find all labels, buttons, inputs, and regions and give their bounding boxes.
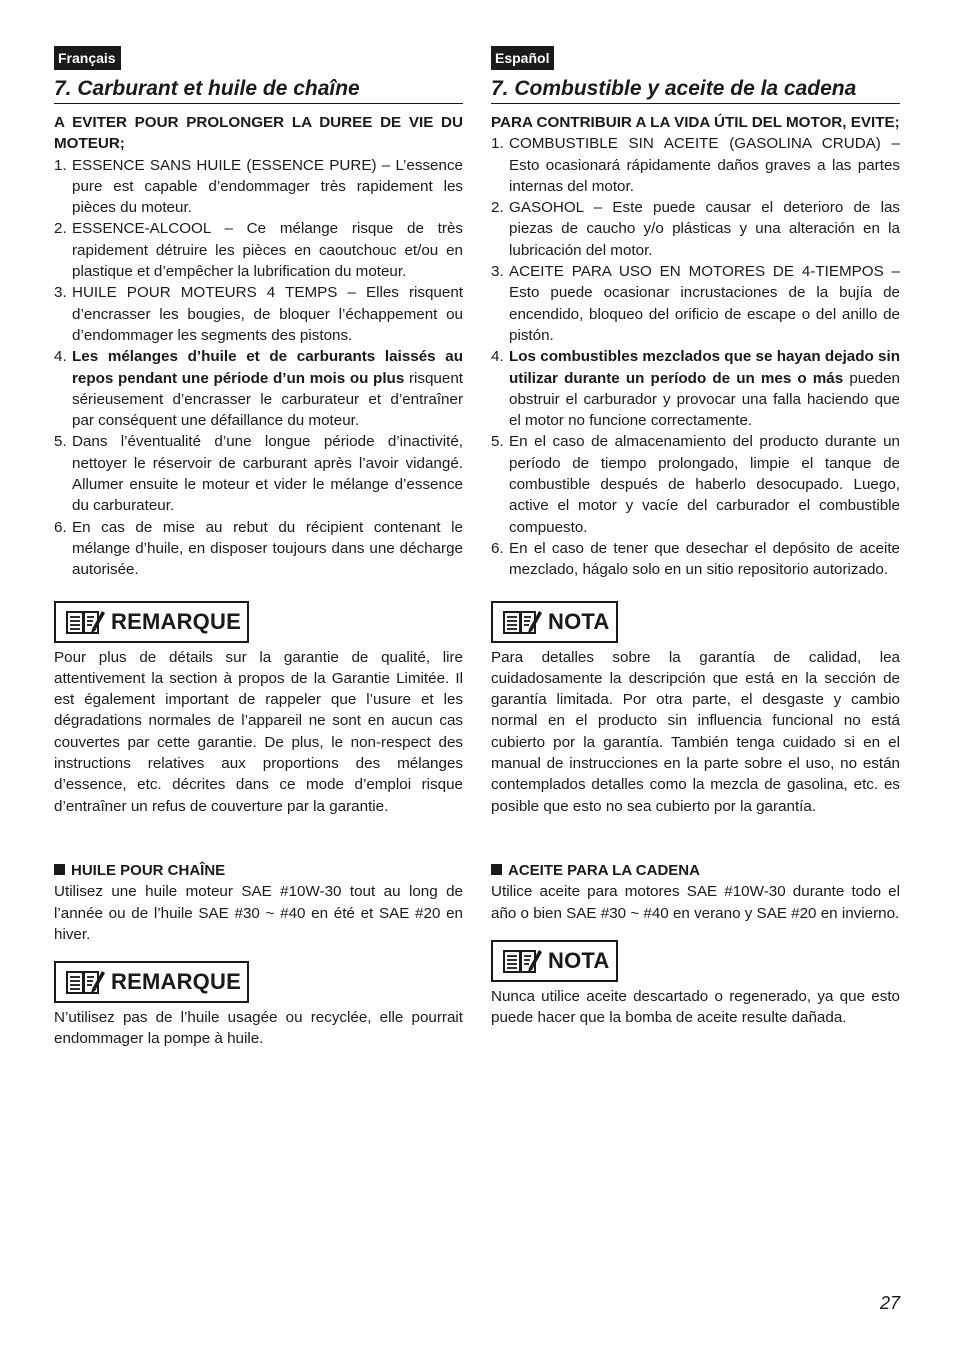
item-number: 4. <box>54 348 67 366</box>
note-label: NOTA <box>548 948 610 974</box>
item-bold-text: Los combustibles mezclados que se hayan dejado sin utilizar durante un período de un mes o más <box>509 348 900 387</box>
remark-box <box>54 601 249 643</box>
item-text: En el caso de almacenamiento del producto durante un período de tiempo prolongado, limpie el tanque de combustible después de haberlo desocupado. Luego, active el motor y vacíe del carburador el combustible compuesto. <box>509 433 900 536</box>
item-text: En cas de mise au rebut du récipient contenant le mélange d’huile, en disposer toujours dans une décharge autorisée. <box>72 518 463 579</box>
language-tab: Español <box>491 46 554 70</box>
remark-box <box>54 961 249 1003</box>
item-number: 1. <box>491 135 504 153</box>
remark-label: REMARQUE <box>111 969 241 995</box>
list-item <box>491 133 900 197</box>
french-column <box>54 46 463 1050</box>
note-box <box>491 601 618 643</box>
list-item <box>54 282 463 346</box>
warning-heading: A EVITER POUR PROLONGER LA DUREE DE VIE DU MOTEUR; <box>54 114 463 153</box>
book-pencil-icon <box>502 947 542 975</box>
list-item <box>54 346 463 431</box>
remark-text: Pour plus de détails sur la garantie de qualité, lire attentivement la section à propos de la Garantie Limitée. Il est également important de rappeler que l’usure et les dégradations normales de l’appareil ne sont en aucun cas couvertes par cette garantie. De plus, le non-respect des instructions relatives aux proportions des mélanges d’essence, etc. décrites dans ce mode d’emploi risque d’entraîner un refus de couverture par la garantie. <box>54 648 463 815</box>
remark-text: N’utilisez pas de l’huile usagée ou recyclée, elle pourrait endommager la pompe à huile. <box>54 1009 463 1048</box>
item-text: ESSENCE SANS HUILE (ESSENCE PURE) – L’essence pure est capable d’endommager très rapidement les pièces du moteur. <box>72 156 463 217</box>
chain-oil-text: Utilice aceite para motores SAE #10W-30 durante todo el año o bien SAE #30 ~ #40 en verano y SAE #20 en invierno. <box>491 883 900 922</box>
item-text: HUILE POUR MOTEURS 4 TEMPS – Elles risquent d’encrasser les bougies, de bloquer l’échappement ou d’endommager les segments des pistons. <box>72 284 463 344</box>
book-pencil-icon <box>502 608 542 636</box>
item-number: 3. <box>491 263 504 281</box>
item-number: 6. <box>491 539 504 557</box>
item-text: GASOHOL – Este puede causar el deterioro de las piezas de caucho y/o plásticas y una alteración en la lubricación del motor. <box>509 199 900 259</box>
note-label: NOTA <box>548 608 610 634</box>
note-text: Nunca utilice aceite descartado o regenerado, ya que esto puede hacer que la bomba de aceite resulte dañada. <box>491 987 900 1027</box>
book-pencil-icon <box>65 968 105 996</box>
list-item <box>54 431 463 516</box>
chain-oil-text: Utilisez une huile moteur SAE #10W-30 tout au long de l’année ou de l’huile SAE #30 ~ #40 en été et SAE #20 en hiver. <box>54 883 463 943</box>
list-item <box>54 218 463 282</box>
avoid-list <box>491 133 900 580</box>
avoid-list <box>54 155 463 581</box>
section-title: 7. Combustible y aceite de la cadena <box>491 76 900 104</box>
item-text: pueden obstruir el carburador y provocar una falla haciendo que el motor no funcione correctamente. <box>509 369 901 430</box>
spanish-column <box>491 46 900 1028</box>
warning-heading: PARA CONTRIBUIR A LA VIDA ÚTIL DEL MOTOR, EVITE; <box>491 114 900 131</box>
list-item <box>491 197 900 261</box>
chain-oil-heading: HUILE POUR CHAÎNE <box>54 860 463 881</box>
item-text: ESSENCE-ALCOOL – Ce mélange risque de très rapidement détruire les pièces en caoutchouc et/ou en plastique et d’empêcher la lubrification du moteur. <box>72 220 463 281</box>
note-box <box>491 940 618 982</box>
item-number: 6. <box>54 518 67 536</box>
item-text: risquent sérieusement d’encrasser le carburateur et d’entraîner par conséquent une défaillance du moteur. <box>72 369 463 430</box>
page-number: 27 <box>879 1293 900 1313</box>
item-text: En el caso de tener que desechar el depósito de aceite mezclado, hágalo solo en un sitio repositorio autorizado. <box>509 539 900 579</box>
list-item <box>54 155 463 219</box>
section-title: 7. Carburant et huile de chaîne <box>54 76 463 104</box>
item-number: 2. <box>54 220 67 238</box>
item-text: Dans l’éventualité d’une longue période d’inactivité, nettoyer le réservoir de carburant après l’avoir vidangé. Allumer ensuite le moteur et vider le mélange d’essence du carburateur. <box>72 433 463 515</box>
remark-label: REMARQUE <box>111 608 241 634</box>
item-number: 5. <box>54 433 67 451</box>
list-item <box>491 431 900 537</box>
item-number: 4. <box>491 348 504 366</box>
item-number: 3. <box>54 284 67 302</box>
book-pencil-icon <box>65 608 105 636</box>
language-tab: Français <box>54 46 121 70</box>
square-bullet-icon <box>491 864 502 875</box>
item-number: 5. <box>491 433 504 451</box>
item-number: 1. <box>54 156 67 174</box>
item-number: 2. <box>491 199 504 217</box>
item-text: ACEITE PARA USO EN MOTORES DE 4-TIEMPOS – Esto puede ocasionar incrustaciones de la bujía de encendido, bloqueo del orificio de escape o del anillo de pistón. <box>509 263 900 344</box>
note-text: Para detalles sobre la garantía de calidad, lea cuidadosamente la descripción que está en la sección de garantía limitada. Por otra parte, el desgaste y cambio normal en el producto sin influencia funcional no está cubierto por la garantía. También tenga cuidado si en el manual de instrucciones en la parte sobre el uso, no están contemplados detalles como la mezcla de gasolina, etc. es posible que esto no sea cubierto por la garantía. <box>491 648 900 815</box>
list-item <box>491 538 900 581</box>
item-bold-text: Les mélanges d’huile et de carburants laissés au repos pendant une période d’un mois ou plus <box>72 348 463 387</box>
chain-oil-heading: ACEITE PARA LA CADENA <box>491 860 900 881</box>
square-bullet-icon <box>54 864 65 875</box>
list-item <box>491 261 900 346</box>
list-item <box>491 346 900 431</box>
list-item <box>54 517 463 581</box>
item-text: COMBUSTIBLE SIN ACEITE (GASOLINA CRUDA) – Esto ocasionará rápidamente daños graves a las partes internas del motor. <box>509 135 900 195</box>
